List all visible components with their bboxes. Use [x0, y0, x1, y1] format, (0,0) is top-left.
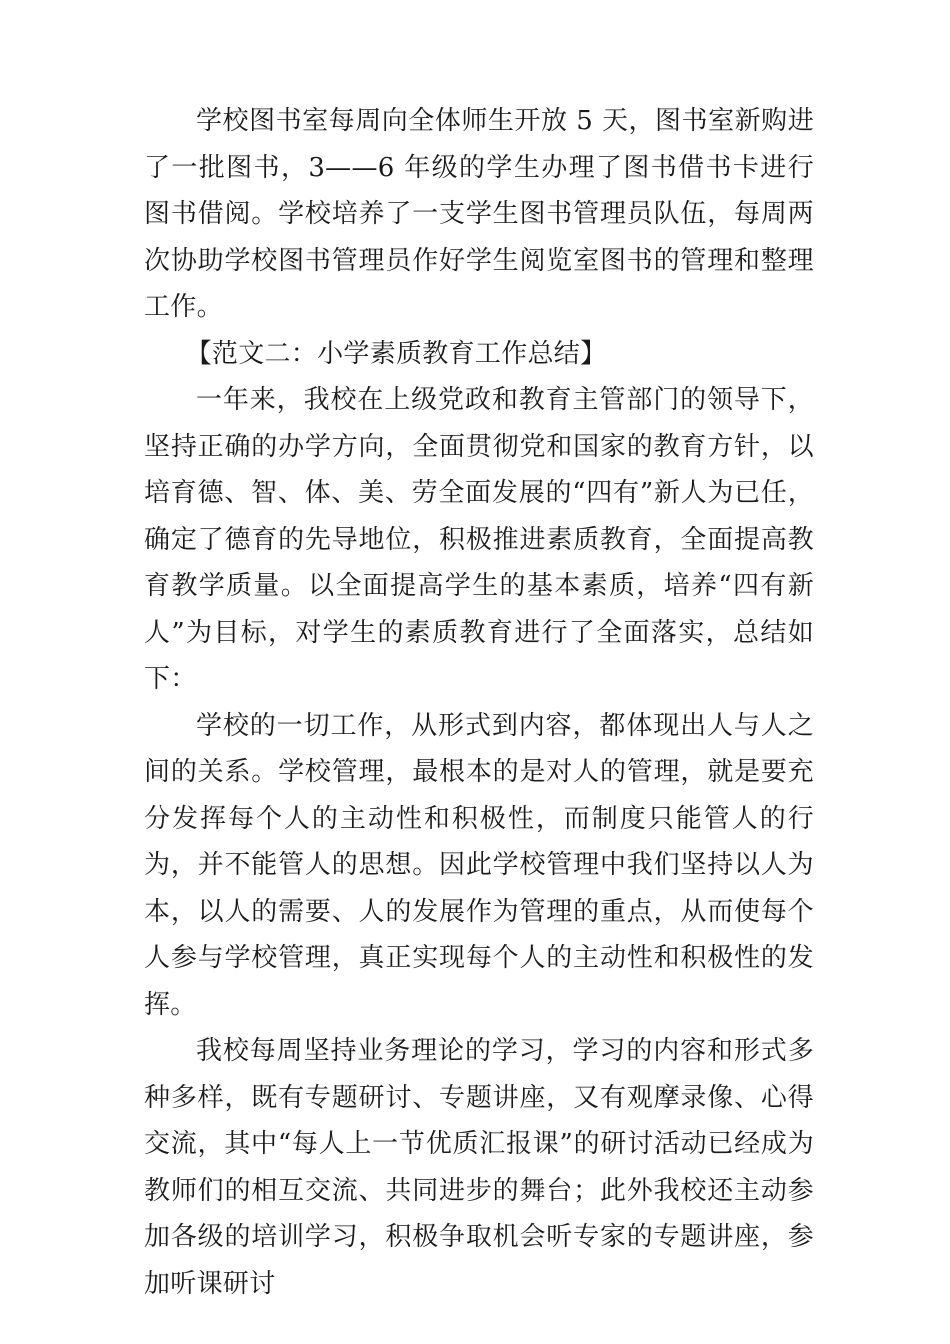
paragraph-library: 学校图书室每周向全体师生开放 5 天，图书室新购进了一批图书，3——6 年级的学生办理了图书借书卡进行图书借阅。学校培养了一支学生图书管理员队伍，每周两次协助学校图书管理员作好学生阅览室图书的管理和整理工作。 — [144, 106, 814, 322]
paragraph-management: 学校的一切工作，从形式到内容，都体现出人与人之间的关系。学校管理，最根本的是对人的管理，就是要充分发挥每个人的主动性和积极性，而制度只能管人的行为，并不能管人的思想。因此学校管理中我们坚持以人为本，以人的需要、人的发展作为管理的重点，从而使每个人参与学校管理，真正实现每个人的主动性和积极性的发挥。 — [144, 710, 814, 1020]
section-heading: 【范文二：小学素质教育工作总结】 — [185, 338, 607, 369]
document-body — [144, 98, 814, 1307]
paragraph-study: 我校每周坚持业务理论的学习，学习的内容和形式多种多样，既有专题研讨、专题讲座，又有观摩录像、心得交流，其中“每人上一节优质汇报课”的研讨活动已经成为教师们的相互交流、共同进步的舞台；此外我校还主动参加各级的培训学习，积极争取机会听专家的专题讲座，参加听课研讨 — [144, 1036, 814, 1299]
paragraph-intro: 一年来，我校在上级党政和教育主管部门的领导下，坚持正确的办学方向，全面贯彻党和国家的教育方针，以培育德、智、体、美、劳全面发展的“四有”新人为已任，确定了德育的先导地位，积极推进素质教育，全面提高教育教学质量。以全面提高学生的基本素质，培养“四有新人”为目标，对学生的素质教育进行了全面落实，总结如下： — [144, 385, 814, 694]
